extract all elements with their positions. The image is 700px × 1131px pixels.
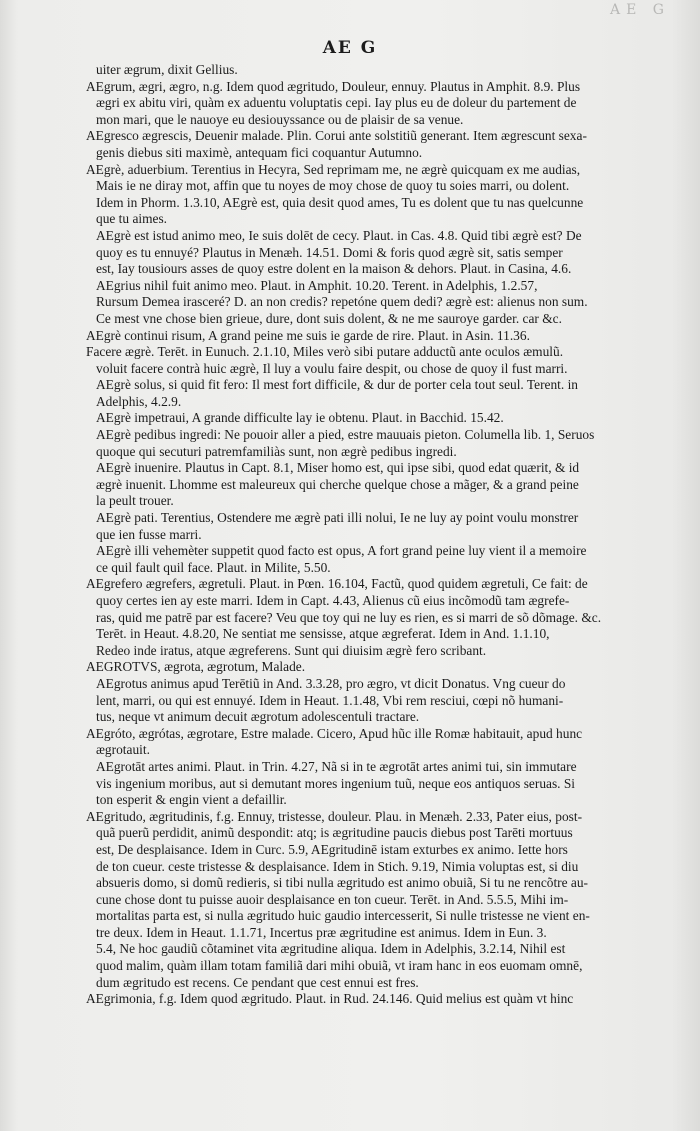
text-line: AEgresco ægrescis, Deuenir malade. Plin. Corui ante solstitiũ generant. Item ægrescunt sexa-: [86, 128, 587, 144]
text-line: quoy es tu ennuyé? Plautus in Menæh. 14.51. Domi & foris quod ægrè sit, satis semper: [96, 244, 563, 260]
text-line: que ien fusse marri.: [96, 526, 202, 542]
text-line: lent, marri, ou qui est ennuyé. Idem in Heaut. 1.1.48, Vbi rem resciui, cœpi nõ humani-: [96, 692, 564, 708]
text-line: AEgrè inuenire. Plautus in Capt. 8.1, Miser homo est, qui ipse sibi, quod edat quærit, & id: [96, 460, 580, 476]
text-line: ras, quid me patrē par est facere? Veu que toy qui ne luy es rien, es si marri de sõ dõmage. &c.: [96, 609, 602, 625]
page-header: AE G: [322, 38, 378, 58]
text-line: AEgrè, aduerbium. Terentius in Hecyra, Sed reprimam me, ne ægrè quicquam ex me audias,: [86, 161, 581, 177]
text-line: AEGROTVS, ægrota, ægrotum, Malade.: [86, 659, 306, 675]
text-line: ce quil fault quil face. Plaut. in Milite, 5.50.: [96, 559, 331, 575]
text-line: la peult trouer.: [96, 493, 174, 509]
text-line: tre deux. Idem in Heaut. 1.1.71, Incertus præ ægritudine est animus. Idem in Eun. 3.: [96, 924, 547, 940]
text-line: Terēt. in Heaut. 4.8.20, Ne sentiat me sensisse, atque ægreferat. Idem in And. 1.1.10,: [96, 626, 550, 642]
text-line: de ton cueur. ceste tristesse & desplaisance. Idem in Stich. 9.19, Nimia voluptas est, si diu: [96, 858, 579, 874]
text-line: Mais ie ne diray mot, affin que tu noyes de moy chose de quoy tu soies marri, ou dolent.: [96, 178, 570, 194]
text-line: tus, neque vt animum decuit ægrotum adolescentuli tractare.: [96, 709, 420, 725]
text-line: Redeo inde iratus, atque ægreferens. Sunt qui diuisim ægrè fero scribant.: [96, 642, 487, 658]
bleed-through-text: AE G: [610, 2, 670, 18]
text-line: quoque qui secuturi patremfamiliàs sunt, non ægrè pedibus ingredi.: [96, 443, 457, 459]
text-line: AEgrimonia, f.g. Idem quod ægritudo. Plaut. in Rud. 24.146. Quid melius est quàm vt hinc: [86, 991, 574, 1007]
text-line: AEgrè solus, si quid fit fero: Il mest fort difficile, & dur de porter cela tout seul. Terent. in: [96, 377, 578, 393]
text-line: ægrotauit.: [96, 742, 150, 758]
text-line: Adelphis, 4.2.9.: [96, 393, 182, 409]
text-line: que tu aimes.: [96, 211, 168, 227]
text-line: AEgrotāt artes animi. Plaut. in Trin. 4.27, Nã si in te ægrotāt artes animi tui, sin immutare: [96, 758, 577, 774]
text-line: Ce mest vne chose bien grieue, dure, dont suis dolent, & ne me sauroye garder. car &c.: [96, 310, 562, 326]
text-line: AEgrotus animus apud Terētiũ in And. 3.3.28, pro ægro, vt dicit Donatus. Vng cueur do: [96, 675, 566, 691]
text-line: AEgrè impetraui, A grande difficulte lay ie obtenu. Plaut. in Bacchid. 15.42.: [96, 410, 504, 426]
text-line: AEgrè est istud animo meo, Ie suis dolēt de cecy. Plaut. in Cas. 4.8. Quid tibi ægrè est? De: [96, 227, 582, 243]
text-line: AEgrè illi vehemèter suppetit quod facto est opus, A fort grand peine luy vient il a memoire: [96, 543, 587, 559]
text-line: dum ægritudo est recens. Ce pendant que cest ennui est fres.: [96, 974, 419, 990]
text-line: ægri ex abitu viri, quàm ex aduentu voluptatis cepi. Iay plus eu de doleur du partement de: [96, 95, 577, 111]
text-line: voluit facere contrà huic ægrè, Il luy a voulu faire despit, ou chose de quoy il fust marri.: [96, 360, 568, 376]
text-line: ægrè inuenit. Lhomme est maleureux qui cherche quelque chose a mãger, & a grand peine: [96, 476, 579, 492]
dictionary-text: [86, 62, 662, 1008]
text-line: AEgrè continui risum, A grand peine me suis ie garde de rire. Plaut. in Asin. 11.36.: [86, 327, 530, 343]
text-line: quã puerũ perdidit, animũ despondit: atq; is ægritudine paucis diebus post Tarēti mortuus: [96, 825, 573, 841]
text-line: Idem in Phorm. 1.3.10, AEgrè est, quia desit quod ames, Tu es dolent que tu nas quelcunne: [96, 194, 584, 210]
text-line: AEgrè pati. Terentius, Ostendere me ægrè pati illi nolui, Ie ne luy ay point voulu monstrer: [96, 510, 579, 526]
text-line: ton esperit & engin vient a defaillir.: [96, 792, 287, 808]
text-line: mon mari, que le nauoye eu desiouyssance ou de plaisir de sa venue.: [96, 111, 464, 127]
text-line: quoy certes ien ay este marri. Idem in Capt. 4.43, Alienus cũ eius incõmodũ tam ægrefe-: [96, 593, 570, 608]
text-line: vis ingenium moribus, aut si demutant mores ingenium tuũ, neque eos antiquos seruas. Si: [96, 775, 576, 791]
text-line: est, De desplaisance. Idem in Curc. 5.9, AEgritudinē istam exturbes ex animo. Iette hors: [96, 841, 568, 857]
text-line: Facere ægrè. Terēt. in Eunuch. 2.1.10, Miles verò sibi putare adductũ ante oculos æmulũ.: [86, 344, 564, 360]
text-line: AEgróto, ægrótas, ægrotare, Estre malade. Cicero, Apud hũc ille Romæ habitauit, apud hunc: [86, 725, 583, 741]
text-line: cune chose dont tu puisse auoir desplaisance en ton cueur. Terēt. in And. 5.5.5, Mihi im-: [96, 891, 569, 907]
text-line: AEgritudo, ægritudinis, f.g. Ennuy, tristesse, douleur. Plau. in Menæh. 2.33, Pater eius, post-: [86, 808, 583, 824]
text-line: est, Iay tousiours asses de quoy estre dolent en la maison & dehors. Plaut. in Casina, 4.6.: [96, 261, 572, 277]
text-line: AEgrum, ægri, ægro, n.g. Idem quod ægritudo, Douleur, ennuy. Plautus in Amphit. 8.9. Plus: [86, 78, 581, 94]
text-line: Rursum Demea irasceré? D. an non credis? repetóne quem dedi? ægrè est: alienus non sum.: [96, 294, 588, 310]
text-line: absueris domo, si domũ redieris, si tibi nulla ægritudo est animo obuiã, Si tu ne rencõtre au-: [96, 875, 589, 891]
text-line: mortalitas parta est, si nulla ægritudo huic gaudio intercesserit, Si nulle tristesse ne vient en-: [96, 908, 590, 924]
page-edge-shadow: [672, 0, 700, 1131]
text-line: 5.4, Ne hoc gaudiũ cõtaminet vita ægritudine aliqua. Idem in Adelphis, 3.2.14, Nihil est: [96, 941, 566, 957]
text-line: AEgrius nihil fuit animo meo. Plaut. in Amphit. 10.20. Terent. in Adelphis, 1.2.57,: [96, 277, 538, 293]
text-line: AEgrefero ægrefers, ægretuli. Plaut. in Pœn. 16.104, Factũ, quod quidem ægretuli, Ce fait: de: [86, 576, 588, 592]
text-line: AEgrè pedibus ingredi: Ne pouoir aller a pied, estre mauuais pieton. Columella lib. 1, Seruos: [96, 427, 595, 443]
text-line: genis diebus siti maximè, antequam fici coquantur Autumno.: [96, 144, 423, 160]
text-line: quod malim, quàm illam totam familiã dari mihi obuiã, vt iram hanc in eos euomam omnē,: [96, 958, 583, 974]
text-line: uiter ægrum, dixit Gellius.: [96, 62, 238, 77]
